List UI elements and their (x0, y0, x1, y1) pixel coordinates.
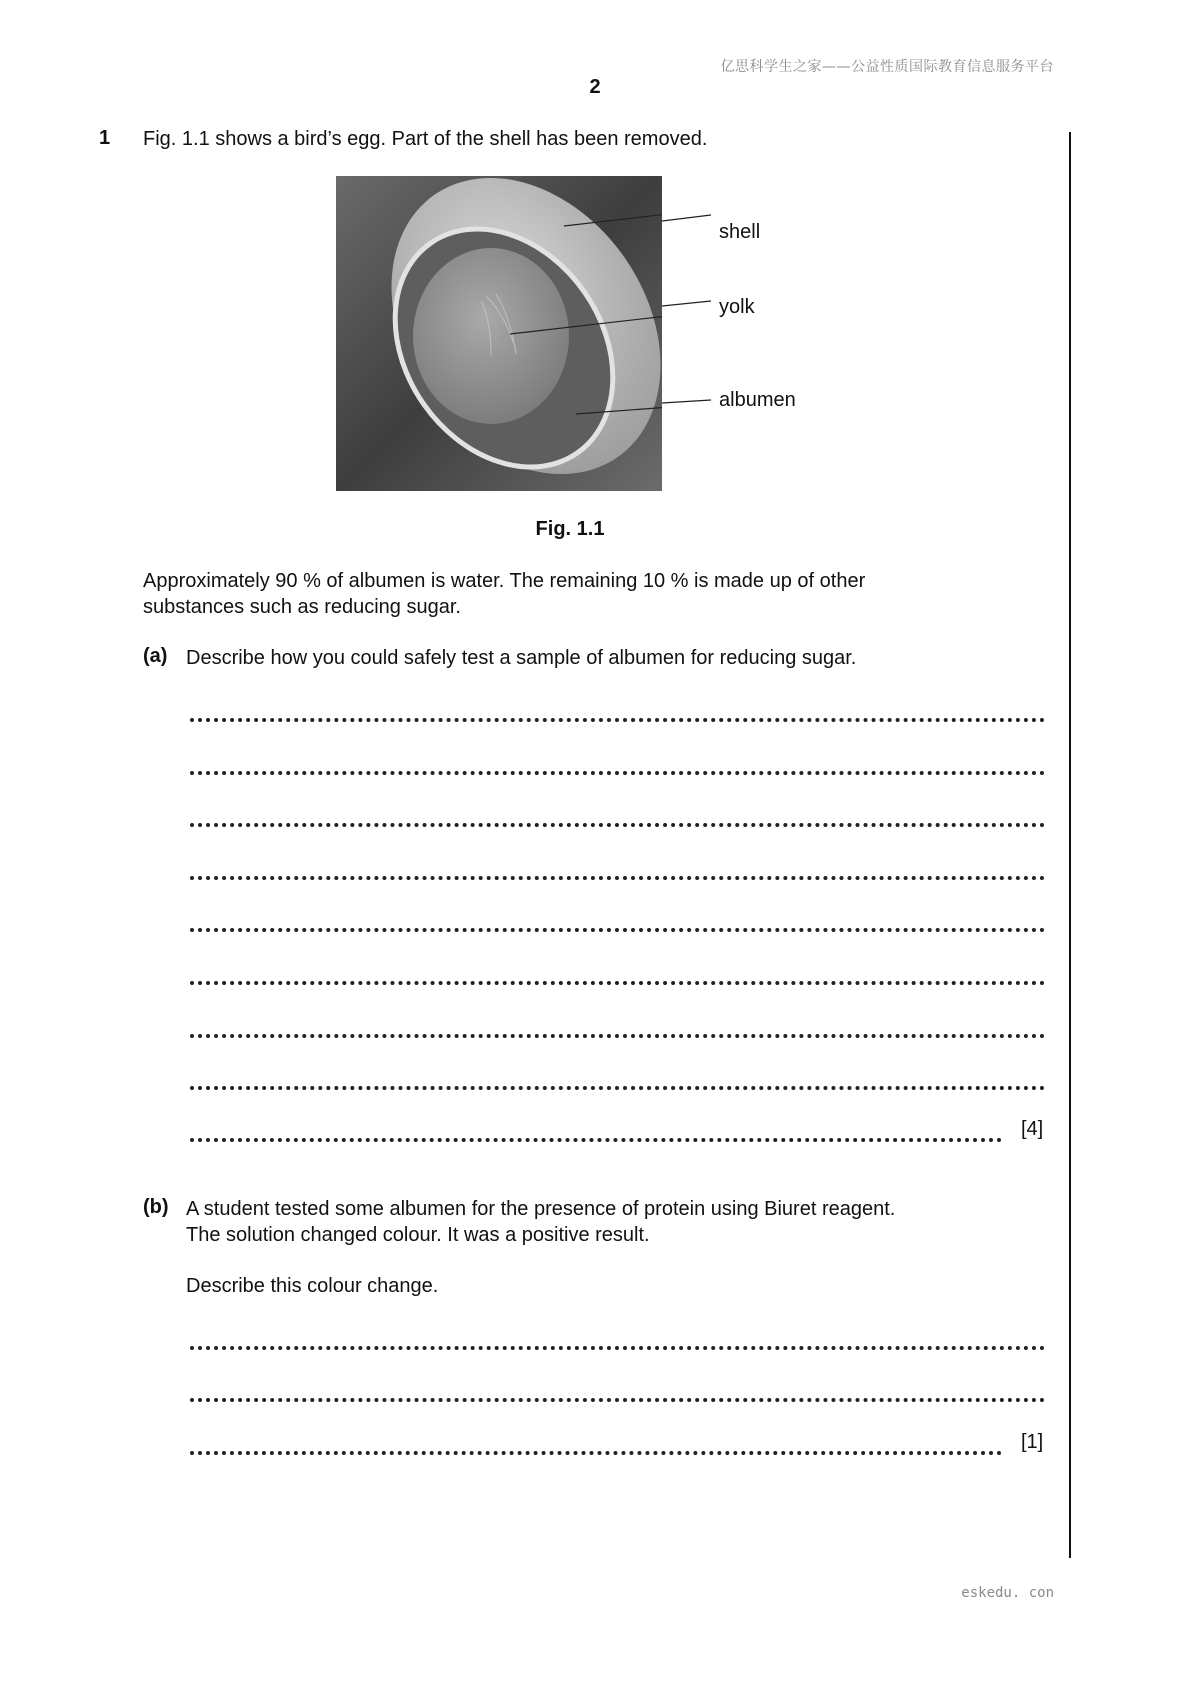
answer-line[interactable] (190, 876, 1045, 880)
figure-caption: Fig. 1.1 (535, 518, 605, 540)
part-b-line-1: A student tested some albumen for the presence of protein using Biuret reagent. (186, 1198, 896, 1220)
part-b-prompt: Describe this colour change. (186, 1275, 439, 1297)
header-watermark: 亿思科学生之家——公益性质国际教育信息服务平台 (720, 59, 1054, 75)
answer-line[interactable] (190, 718, 1045, 722)
label-leader-lines (662, 176, 712, 491)
answer-line[interactable] (190, 981, 1045, 985)
egg-photo (336, 176, 662, 491)
answer-line[interactable] (190, 1346, 1045, 1350)
egg-figure (336, 176, 666, 492)
part-b-line-2: The solution changed colour. It was a positive result. (186, 1224, 650, 1246)
question-intro: Fig. 1.1 shows a bird’s egg. Part of the shell has been removed. (143, 128, 708, 150)
question-number: 1 (99, 127, 111, 149)
marks-part-a: [4] (1021, 1118, 1044, 1140)
answer-line[interactable] (190, 1138, 1002, 1142)
footer-watermark: eskedu. con (961, 1585, 1054, 1601)
answer-line[interactable] (190, 771, 1045, 775)
label-albumen: albumen (719, 389, 796, 411)
part-a-prompt: Describe how you could safely test a sample of albumen for reducing sugar. (186, 647, 857, 669)
answer-line[interactable] (190, 1398, 1045, 1402)
answer-line[interactable] (190, 928, 1045, 932)
marks-part-b: [1] (1021, 1431, 1044, 1453)
label-yolk: yolk (719, 296, 755, 318)
page-number: 2 (589, 76, 601, 98)
answer-line[interactable] (190, 1086, 1045, 1090)
margin-rule (1069, 132, 1071, 1558)
part-b-label: (b) (143, 1196, 169, 1218)
context-line-2: substances such as reducing sugar. (143, 596, 461, 618)
answer-line[interactable] (190, 823, 1045, 827)
context-line-1: Approximately 90 % of albumen is water. The remaining 10 % is made up of other (143, 570, 866, 592)
part-a-label: (a) (143, 645, 168, 667)
label-shell: shell (719, 221, 761, 243)
answer-line[interactable] (190, 1451, 1002, 1455)
answer-line[interactable] (190, 1034, 1045, 1038)
